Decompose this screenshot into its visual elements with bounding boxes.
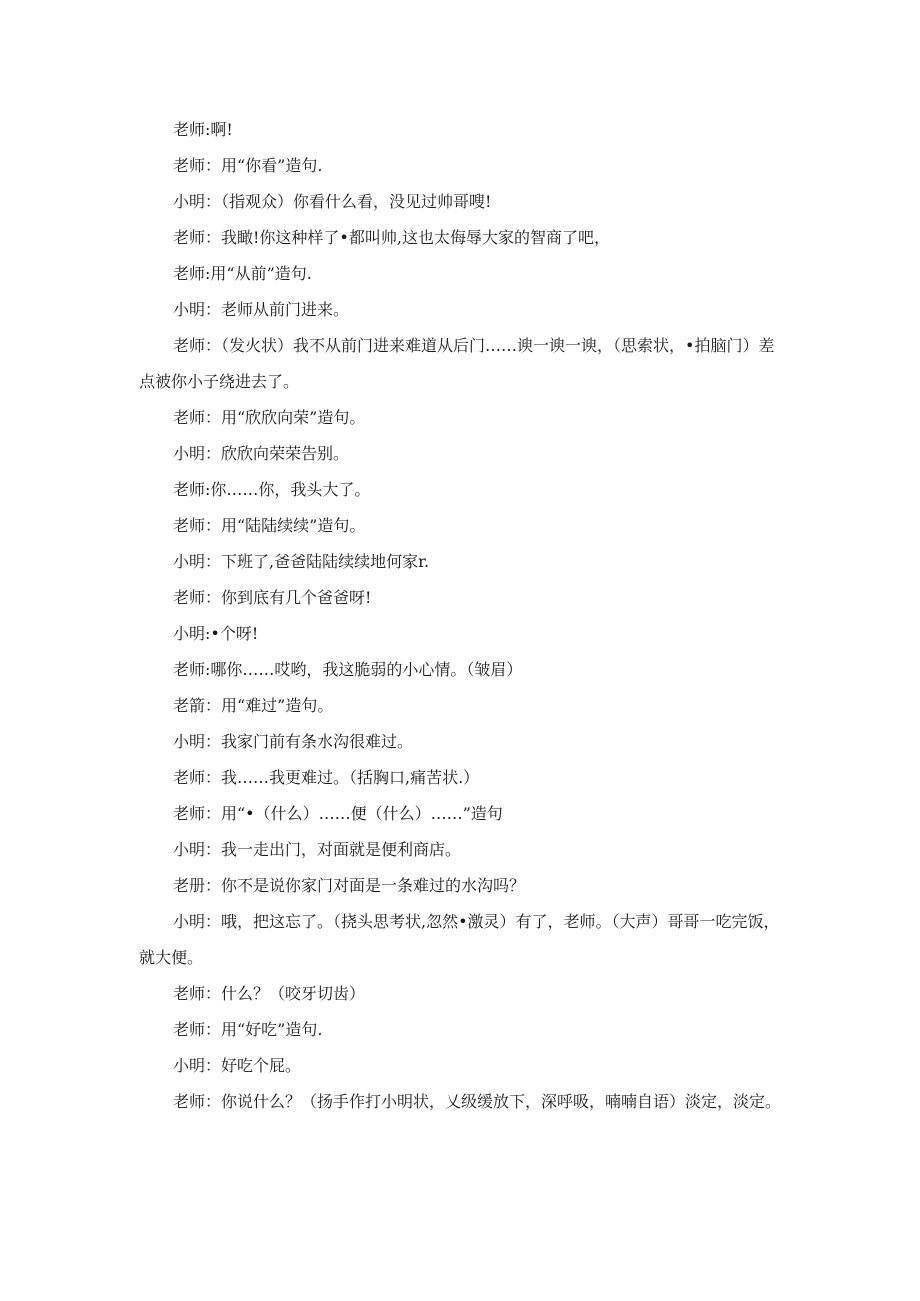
dialogue-line: 小明：我一走出门，对面就是便利商店。: [173, 840, 462, 859]
dialogue-line: 老师：用“你看”造句.: [173, 156, 323, 175]
dialogue-line: 老箭：用“难过”造句。: [173, 696, 334, 715]
dialogue-line: 老册：你不是说你家门对面是一条难过的水沟吗？: [173, 876, 526, 895]
dialogue-line: 老师:哪你……哎哟，我这脆弱的小心情。（皱眉）: [173, 660, 523, 679]
dialogue-line: 老师：用“•（什么）……便（什么）……”造句: [173, 804, 503, 823]
dialogue-line: 老师：我瞰!你这种样了•都叫帅,这也太侮辱大家的智商了吧，: [173, 228, 610, 247]
dialogue-line: 老师:啊!: [173, 120, 233, 139]
dialogue-line: 小明：哦，把这忘了。（挠头思考状,忽然•激灵）有了，老师。（大声）哥哥一吃完饭，就大便。: [139, 912, 780, 967]
dialogue-line: 老师:用“从前”造句.: [173, 264, 312, 283]
dialogue-line: 老师：用“好吃”造句.: [173, 1020, 323, 1039]
dialogue-line: 老师：你说什么？（扬手作打小明状，乂级缓放下，深呼吸，喃喃自语）淡定，淡定。: [173, 1092, 782, 1111]
dialogue-line: 老师：我……我更难过。（括胸口,痛苦状.）: [173, 768, 480, 787]
dialogue-line: 老师：什么？（咬牙切齿）: [173, 984, 366, 1003]
dialogue-line: 小明：欣欣向荣荣告别。: [173, 444, 350, 463]
dialogue-line: 老师：你到底有几个爸爸呀!: [173, 588, 372, 607]
dialogue-line: 老师：（发火状）我不从前门进来难道从后门……谀一谀一谀，（思索状，•拍脑门）差点被你小子绕进去了。: [139, 336, 775, 391]
dialogue-body: [139, 112, 781, 1120]
dialogue-line: 小明：（指观众）你看什么看，没见过帅哥嗖!: [173, 192, 492, 211]
dialogue-line: 老师:你……你，我头大了。: [173, 480, 371, 499]
dialogue-line: 老师：用“陆陆续续”造句。: [173, 516, 366, 535]
dialogue-line: 小明：好吃个屁。: [173, 1056, 302, 1075]
dialogue-line: 小明：下班了,爸爸陆陆续续地何家r.: [173, 552, 430, 571]
dialogue-line: 老师：用“欣欣向荣”造句。: [173, 408, 366, 427]
dialogue-line: 小明:•个呀!: [173, 624, 259, 643]
dialogue-line: 小明：我家门前有条水沟很难过。: [173, 732, 414, 751]
dialogue-line: 小明：老师从前门进来。: [173, 300, 350, 319]
